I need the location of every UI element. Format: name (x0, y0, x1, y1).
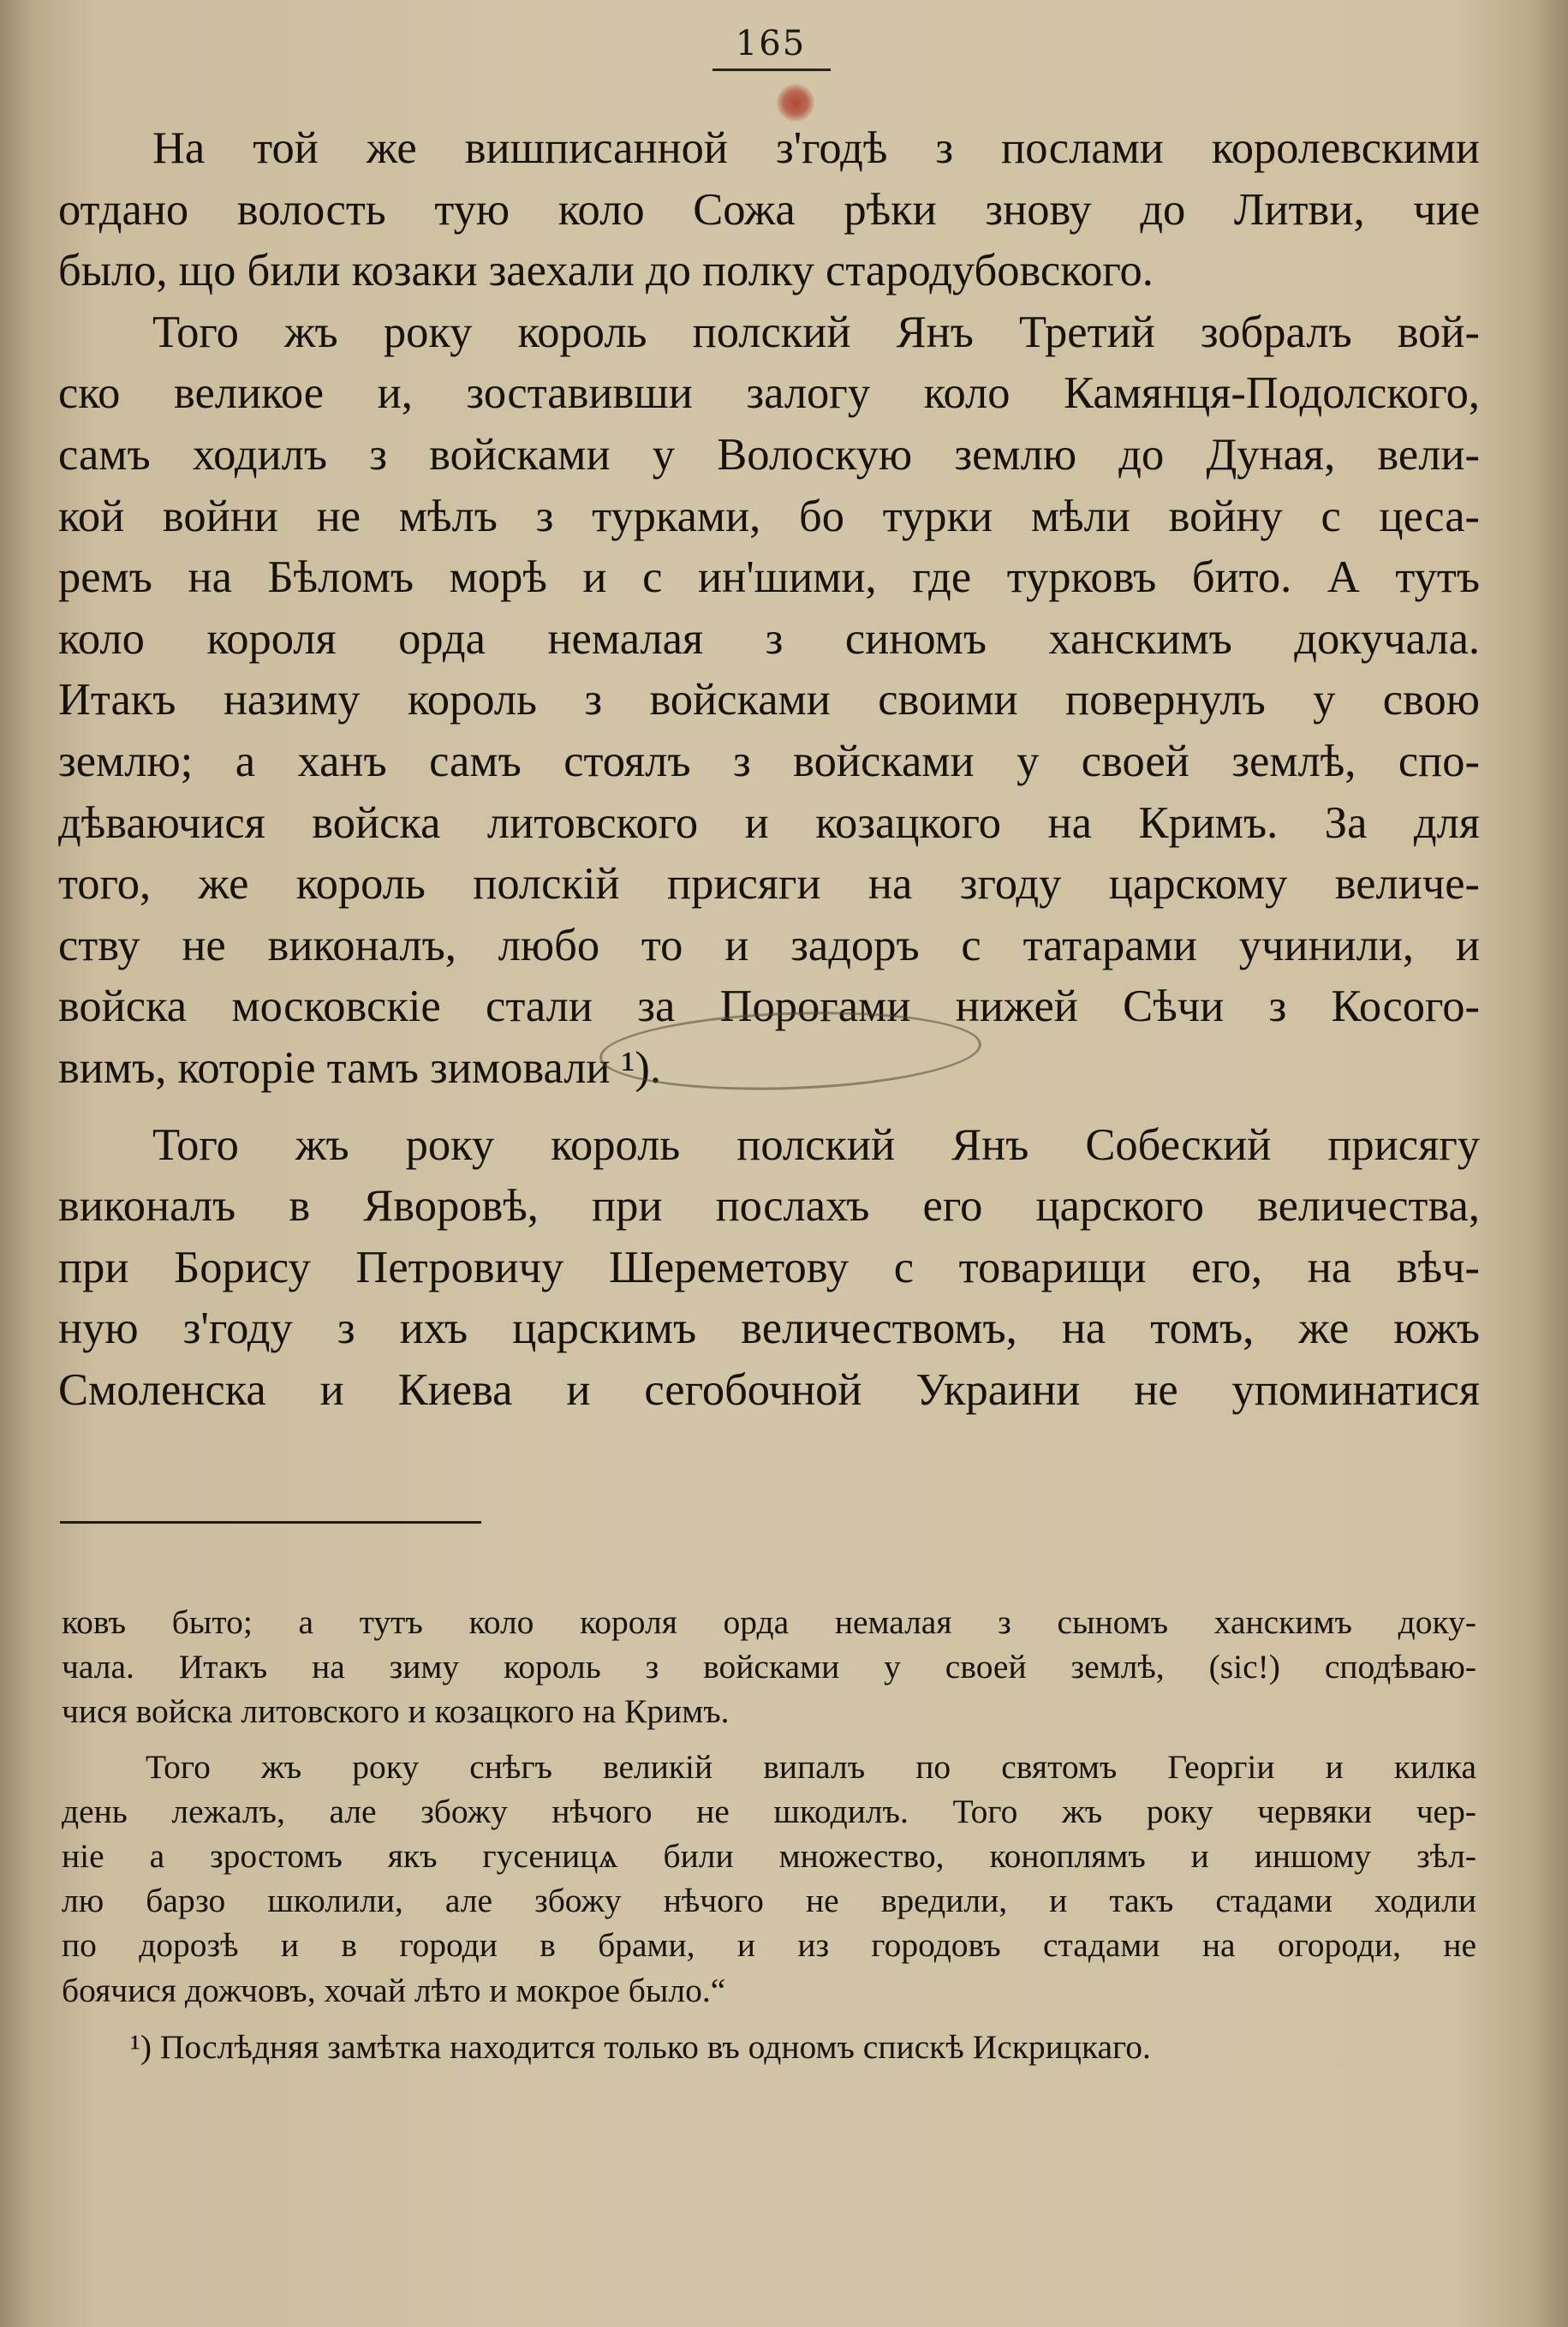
text-line: На той же вишписанной з'годѣ з послами королевскими (152, 123, 1480, 173)
text-line: Того жъ року король полский Янъ Собеский присягу (152, 1119, 1480, 1170)
note-block-2 (62, 1745, 1476, 2013)
text-line: ско великое и, зоставивши залогу коло Камянця-Подолского, (58, 368, 1480, 419)
text-line: Того жъ року король полский Янъ Третий зобралъ вой- (152, 307, 1480, 357)
note-line: день лежалъ, але збожу нѣчого не шкодилъ. Того жъ року червяки чер- (62, 1792, 1476, 1830)
text-line: самъ ходилъ з войсками у Волоскую землю до Дуная, вели- (58, 429, 1480, 480)
stain-mark (777, 84, 814, 122)
paragraph-3 (58, 1115, 1480, 1422)
page-number-underline (712, 69, 831, 71)
text-line: отдано волость тую коло Сожа рѣки знову до Литви, чие (58, 184, 1480, 235)
text-line: виконалъ в Яворовѣ, при послахъ его царского величества, (58, 1181, 1480, 1232)
main-text (58, 118, 1480, 1421)
note-line: ніе а зростомъ якъ гусеницѧ били множество, коноплямъ и иншому зѣл- (62, 1837, 1476, 1876)
footnote-divider (60, 1521, 481, 1524)
text-line: было, що били козаки заехали до полку стародубовского. (58, 246, 1154, 296)
text-line: при Борису Петровичу Шереметову с товарищи его, на вѣч- (58, 1242, 1480, 1292)
note-line: Того жъ року снѣгъ великій випалъ по святомъ Георгіи и килка (146, 1747, 1476, 1786)
notes-section (62, 1600, 1476, 2069)
text-line: Смоленска и Киева и сегобочной Украини не упоминатися (58, 1364, 1480, 1415)
paragraph-1 (58, 118, 1480, 302)
text-line: ству не виконалъ, любо то и задоръ с татарами учинили, и (58, 920, 1480, 970)
text-line: ремъ на Бѣломъ морѣ и с ин'шими, где турковъ бито. А тутъ (58, 552, 1480, 603)
text-line: войска московскіе стали за Порогами нижей Сѣчи з Косого- (58, 982, 1480, 1032)
text-line: кой войни не мѣлъ з турками, бо турки мѣли войну с цеса- (58, 491, 1480, 541)
note-line: по дорозѣ и в городи в брами, и из городовъ стадами на огороди, не (62, 1926, 1476, 1965)
text-line: ную з'году з ихъ царскимъ величествомъ, на томъ, же южъ (58, 1304, 1480, 1354)
text-line: землю; а ханъ самъ стоялъ з войсками у своей землѣ, спо- (58, 736, 1480, 786)
note-line: лю барзо школили, але збожу нѣчого не вредили, и такъ стадами ходили (62, 1882, 1476, 1920)
text-line: вимъ, которіе тамъ зимовали ¹). (58, 1042, 661, 1093)
text-line: дѣваючися войска литовского и козацкого на Кримъ. За для (58, 797, 1480, 848)
page-number: 165 (735, 24, 807, 63)
note-line: чися войска литовского и козацкого на Кримъ. (62, 1692, 730, 1731)
text-line: Итакъ назиму король з войсками своими повернулъ у свою (58, 675, 1480, 725)
note-line: боячися дожчовъ, хочай лѣто и мокрое было.“ (62, 1971, 726, 2009)
text-line: того, же король полскій присяги на згоду царскому величе- (58, 859, 1480, 910)
text-line: коло короля орда немалая з синомъ ханскимъ докучала. (58, 613, 1480, 664)
paragraph-2 (58, 302, 1480, 1100)
footnote: ¹) Послѣдняя замѣтка находится только въ одномъ спискѣ Искрицкаго. (130, 2027, 1151, 2066)
note-block-1 (62, 1600, 1476, 1734)
note-line: чала. Итакъ на зиму король з войсками у своей землѣ, (sic!) сподѣваю- (62, 1648, 1476, 1686)
note-line: ковъ быто; а тутъ коло короля орда немалая з сыномъ ханскимъ доку- (62, 1603, 1476, 1641)
